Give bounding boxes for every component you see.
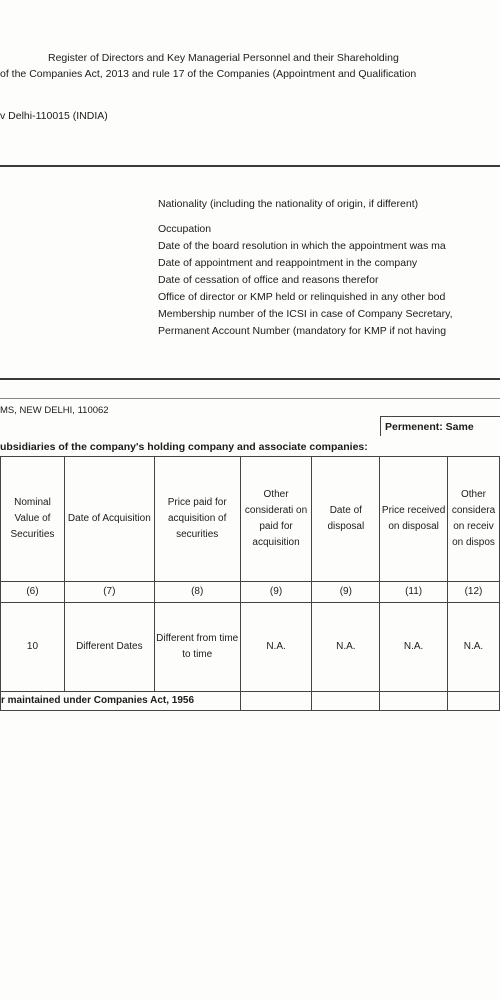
- section-address: MS, NEW DELHI, 110062: [0, 405, 109, 416]
- table-row: [1, 603, 500, 692]
- cell-other-consideration-received: N.A.: [448, 603, 500, 692]
- column-number: (6): [1, 582, 65, 603]
- field-icsi-membership: Membership number of the ICSI in case of Company Secretary,: [158, 308, 453, 320]
- column-number: (9): [240, 582, 312, 603]
- column-number: (8): [154, 582, 240, 603]
- section-divider: [0, 378, 500, 380]
- register-title: Register of Directors and Key Managerial Personnel and their Shareholding: [48, 52, 399, 64]
- footer-empty-cell: [380, 692, 448, 711]
- field-nationality: Nationality (including the nationality of origin, if different): [158, 198, 419, 210]
- field-appointment-date: Date of appointment and reappointment in the company: [158, 257, 418, 269]
- company-address: v Delhi-110015 (INDIA): [0, 110, 108, 122]
- cell-price-paid: Different from time to time: [154, 603, 240, 692]
- subsidiaries-heading: ubsidiaries of the company's holding company and associate companies:: [0, 441, 368, 453]
- footer-empty-cell: [240, 692, 312, 711]
- director-fields-list: [158, 196, 453, 340]
- header-price-received: Price received on disposal: [380, 457, 448, 582]
- register-subtitle: of the Companies Act, 2013 and rule 17 of the Companies (Appointment and Qualification: [0, 68, 417, 80]
- table-footer-row: [1, 692, 500, 711]
- cell-price-received: N.A.: [380, 603, 448, 692]
- table-number-row: [1, 582, 500, 603]
- column-number: (7): [64, 582, 154, 603]
- footer-empty-cell: [312, 692, 380, 711]
- footer-note: r maintained under Companies Act, 1956: [1, 692, 241, 711]
- table-header-row: [1, 457, 500, 582]
- cell-other-consideration-paid: N.A.: [240, 603, 312, 692]
- section-divider: [0, 398, 500, 399]
- header-date-acquisition: Date of Acquisition: [64, 457, 154, 582]
- field-board-resolution-date: Date of the board resolution in which the appointment was ma: [158, 240, 446, 252]
- header-price-paid: Price paid for acquisition of securities: [154, 457, 240, 582]
- header-other-consideration-paid: Other considerati on paid for acquisition: [240, 457, 312, 582]
- field-pan: Permanent Account Number (mandatory for KMP if not having: [158, 325, 447, 337]
- footer-empty-cell: [448, 692, 500, 711]
- header-other-consideration-received: Other considera on receiv on dispos: [448, 457, 500, 582]
- cell-date-disposal: N.A.: [312, 603, 380, 692]
- column-number: (11): [380, 582, 448, 603]
- permanent-address-cell: Permenent: Same: [380, 416, 500, 436]
- field-cessation-date: Date of cessation of office and reasons therefor: [158, 274, 379, 286]
- field-other-office: Office of director or KMP held or relinquished in any other bod: [158, 291, 446, 303]
- column-number: (12): [448, 582, 500, 603]
- field-occupation: Occupation: [158, 223, 212, 235]
- securities-table: [0, 456, 500, 711]
- cell-date-acquisition: Different Dates: [64, 603, 154, 692]
- section-divider: [0, 165, 500, 167]
- header-nominal-value: Nominal Value of Securities: [1, 457, 65, 582]
- cell-nominal-value: 10: [1, 603, 65, 692]
- header-date-disposal: Date of disposal: [312, 457, 380, 582]
- column-number: (9): [312, 582, 380, 603]
